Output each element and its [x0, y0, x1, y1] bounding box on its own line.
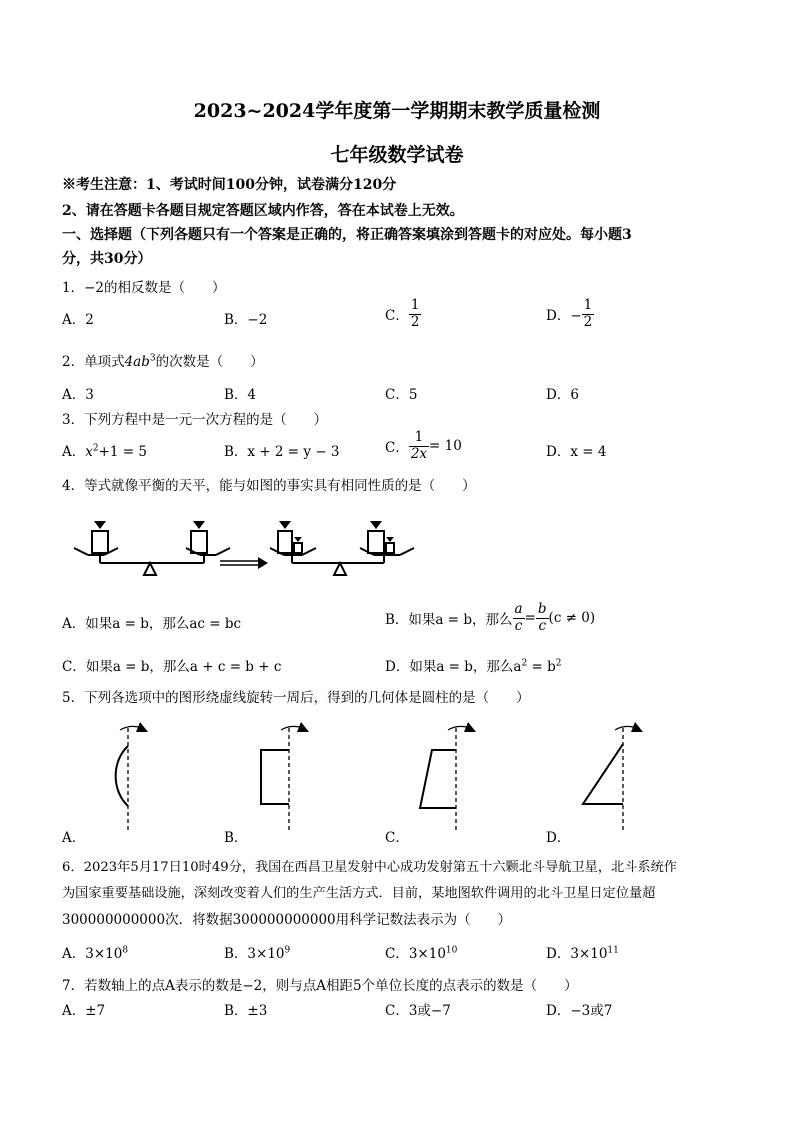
q1-stem: 1．−2的相反数是（ ） — [62, 280, 226, 296]
q3-option-d: D．x = 4 — [546, 444, 607, 460]
q5-option-b: B． — [224, 830, 248, 846]
q7-option-c: C．3或−7 — [385, 1003, 451, 1019]
q4-option-a: A．如果a = b，那么ac = bc — [62, 616, 242, 632]
exam-title: 2023~2024学年度第一学期期末教学质量检测 — [193, 100, 601, 122]
q6-option-b: B．$3\times 10^9$ — [224, 945, 291, 962]
q6-line-3: 300000000000次．将数据300000000000用科学记数法表示为（ ） — [62, 912, 512, 928]
q6-option-a: A．$3\times 10^8$ — [62, 945, 129, 962]
section-heading-line-2: 分，共30分） — [62, 251, 152, 267]
q4-option-c: C．如果a = b，那么a + c = b + c — [62, 659, 282, 675]
exam-subtitle: 七年级数学试卷 — [330, 144, 464, 166]
note-line-2: 2、请在答题卡各题目规定答题区域内作答，答在本试卷上无效。 — [62, 203, 464, 219]
section-heading-line-1: 一、选择题（下列各题只有一个答案是正确的，将正确答案填涂到答题卡的对应处。每小题3 — [62, 227, 632, 243]
q2-option-b: B．4 — [224, 387, 257, 403]
q4-stem: 4．等式就像平衡的天平，能与如图的事实具有相同性质的是（ ） — [62, 478, 476, 494]
q4-option-b: B．如果a = b，那么 $\frac{a}{c}$ = $\frac{b}{c}$ (c ≠ 0) — [385, 601, 596, 634]
q7-option-a: A．±7 — [62, 1003, 106, 1019]
q5-option-a: A． — [62, 830, 86, 846]
q7-option-b: B．±3 — [224, 1003, 268, 1019]
q2-option-a: A．3 — [62, 387, 94, 403]
note-line-1: ※考生注意：1、考试时间100分钟，试卷满分120分 — [62, 177, 397, 193]
q1-option-a: A．2 — [62, 312, 94, 328]
q6-line-1: 6．2023年5月17日10时49分，我国在西昌卫星发射中心成功发射第五十六颗北斗导航卫星，北斗系统作 — [62, 860, 677, 875]
q5-figure-c — [410, 720, 480, 835]
q5-option-c: C． — [385, 830, 409, 846]
q2-option-c: C．5 — [385, 387, 418, 403]
q5-figure-d — [575, 720, 645, 835]
q1-option-b: B．−2 — [224, 312, 268, 328]
q7-option-d: D．−3或7 — [546, 1003, 613, 1019]
q4-option-d: D．如果a = b，那么$a^2 = b^2$ — [385, 658, 562, 675]
q3-option-b: B．x + 2 = y − 3 — [224, 444, 340, 460]
q6-line-2: 为国家重要基础设施，深刻改变着人们的生产生活方式．目前，某地图软件调用的北斗卫星日定位量超 — [62, 886, 656, 901]
q7-stem: 7．若数轴上的点A表示的数是−2，则与点A相距5个单位长度的点表示的数是（ ） — [62, 978, 578, 994]
q5-figure-a — [90, 720, 160, 835]
q3-option-c: C． $\frac{1}{2x}$ = 10 — [385, 429, 462, 462]
q1-option-d: D．− $\frac{1}{2}$ — [546, 297, 593, 330]
balance-scale-figure — [70, 515, 420, 583]
q5-figure-b — [255, 720, 325, 835]
q1-option-c: C． $\frac{1}{2}$ — [385, 297, 420, 330]
q5-stem: 5．下列各选项中的图形绕虚线旋转一周后，得到的几何体是圆柱的是（ ） — [62, 690, 530, 706]
q3-option-a: A．$x^2+1 = 5$ — [62, 443, 147, 460]
q3-stem: 3．下列方程中是一元一次方程的是（ ） — [62, 412, 328, 428]
q2-stem: 2．单项式$4ab^3$的次数是（ ） — [62, 353, 264, 370]
q5-option-d: D． — [546, 830, 571, 846]
q2-option-d: D．6 — [546, 387, 579, 403]
q6-option-c: C．$3\times 10^{10}$ — [385, 945, 458, 962]
q6-option-d: D．$3\times 10^{11}$ — [546, 945, 619, 962]
